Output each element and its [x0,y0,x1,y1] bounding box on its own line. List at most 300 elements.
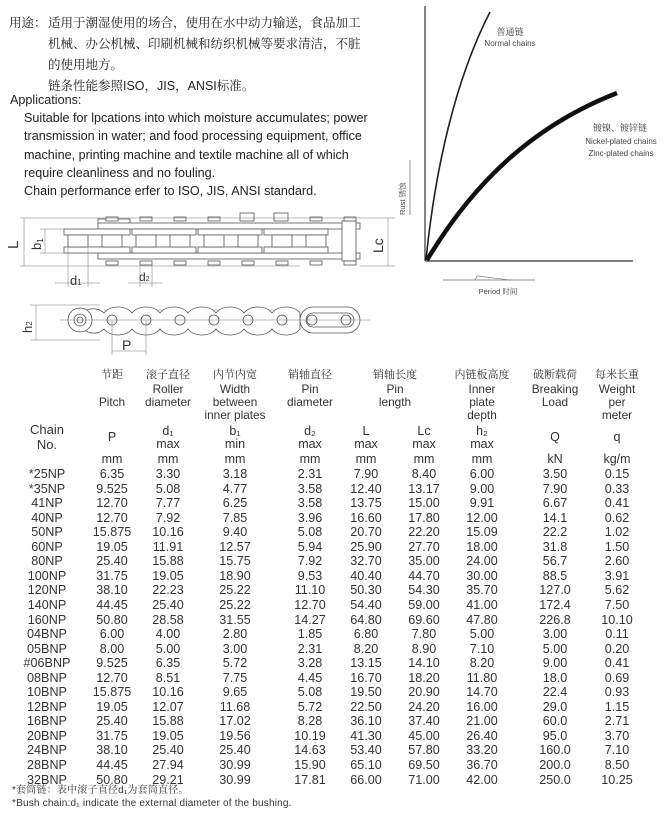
chain-no-cell: 41NP [31,496,63,511]
value-cell: 19.05 [152,568,184,583]
value-cell: 53.40 [350,743,382,758]
value-cell: 69.60 [408,612,440,627]
chain-no-cell: 08BNP [27,670,67,685]
value-cell: 13.75 [350,496,382,511]
value-cell: 21.00 [466,714,498,729]
value-cell: 8.90 [411,641,437,656]
value-cell: 50.80 [96,772,128,787]
value-cell: 25.40 [152,743,184,758]
value-cell: 9.40 [222,525,248,540]
header-unit: mm [355,452,377,466]
value-cell: 11.10 [294,583,326,598]
value-cell: 2.80 [222,627,248,642]
value-cell: 8.28 [297,714,323,729]
header-limit: max [470,437,494,451]
header-en: length [378,395,412,409]
value-cell: 28.58 [152,612,184,627]
value-cell: 5.00 [542,641,568,656]
value-cell: 88.5 [542,568,568,583]
value-cell: 0.69 [604,670,630,685]
value-cell: 25.40 [96,554,128,569]
value-cell: 5.00 [155,641,181,656]
header-zh: 破断载荷 [533,369,577,381]
header-en: Pin [386,382,404,396]
value-cell: 25.40 [152,597,184,612]
table-row [0,642,670,657]
value-cell: 7.90 [542,481,568,496]
header-zh: 节距 [101,369,123,381]
value-cell: 8.51 [155,670,181,685]
table-row [0,685,670,700]
value-cell: 35.70 [466,583,498,598]
value-cell: 44.45 [96,597,128,612]
header-unit: mm [299,452,321,466]
dim-d1-label [70,273,82,288]
chain-no-cell: 32BNP [27,772,67,787]
value-cell: 29.0 [542,699,568,714]
normal-chain-label-zh: 普通链 [496,27,524,37]
value-cell: 2.31 [297,467,323,481]
value-cell: 35.00 [408,554,440,569]
value-cell: 4.00 [155,627,181,642]
value-cell: 9.525 [96,656,128,671]
value-cell: 2.60 [604,554,630,569]
value-cell: 71.00 [408,772,440,787]
value-cell: 27.70 [408,539,440,554]
chain-no-cell: 50NP [31,525,63,540]
value-cell: 0.41 [604,496,630,511]
usage-zh-body [48,13,378,97]
value-cell: 3.00 [542,627,568,642]
value-cell: 18.90 [219,568,251,583]
dim-h2-label [20,321,35,333]
value-cell: 19.56 [219,728,251,743]
value-cell: 0.41 [604,656,630,671]
header-symbol: Q [550,430,560,444]
dim-d1-sub: 1 [77,278,82,287]
value-cell: 12.70 [294,597,326,612]
header-en: Pin [301,382,319,396]
value-cell: 20.90 [408,685,440,700]
value-cell: 6.00 [469,467,495,481]
header-unit: mm [413,452,435,466]
table-row [0,656,670,671]
dim-L-label: L [5,240,22,249]
value-cell: 12.40 [350,481,382,496]
value-cell: 59.00 [408,597,440,612]
table-row [0,554,670,569]
header-en: Load [541,395,569,409]
value-cell: 6.67 [542,496,568,511]
value-cell: 38.10 [96,583,128,598]
value-cell: 31.55 [219,612,251,627]
value-cell: 54.40 [350,597,382,612]
value-cell: 29.21 [152,772,184,787]
value-cell: 50.30 [350,583,382,598]
header-symbol: d₁ [162,424,174,438]
value-cell: 8.40 [411,467,437,481]
plated-chain-curve [427,93,617,260]
value-cell: 18.0 [542,670,568,685]
value-cell: 0.20 [604,641,630,656]
header-limit: max [298,437,322,451]
value-cell: 14.70 [466,685,498,700]
value-cell: 22.50 [350,699,382,714]
chain-dimension-diagram [0,205,415,360]
value-cell: 25.22 [219,597,251,612]
table-row [0,467,670,482]
value-cell: 5.72 [297,699,323,714]
value-cell: 4.45 [297,670,323,685]
chain-no-cell: 12BNP [27,699,67,714]
value-cell: 14.10 [408,656,440,671]
value-cell: 66.00 [350,772,382,787]
y-axis-label: Rust 锈蚀 [398,182,407,215]
top-view-links [64,221,360,261]
value-cell: 5.08 [297,685,323,700]
applications-line: transmission in water; and food processing equipment, office [24,129,362,144]
value-cell: 15.875 [92,525,132,540]
value-cell: 13.17 [408,481,440,496]
value-cell: 9.525 [96,481,128,496]
usage-zh-line: 的使用地方。 [48,58,124,72]
header-symbol: Lc [417,424,431,438]
table-row [0,671,670,686]
dim-d2-sub: 2 [145,276,150,283]
value-cell: 7.92 [155,510,181,525]
value-cell: 5.08 [155,481,181,496]
header-symbol: L [362,424,370,438]
header-en: Pitch [98,395,126,409]
applications-line: require cleanliness and no fouling. [24,165,216,180]
value-cell: 250.0 [539,772,571,787]
table-row [0,569,670,584]
value-cell: 22.23 [152,583,184,598]
dim-P-label: P [122,337,132,353]
value-cell: 56.7 [542,554,568,569]
value-cell: 172.4 [539,597,571,612]
table-row [0,627,670,642]
value-cell: 3.70 [604,728,630,743]
chain-no-cell: 60NP [31,539,63,554]
value-cell: 9.00 [469,481,495,496]
value-cell: 6.25 [222,496,248,511]
table-row [0,714,670,729]
dim-b1-label [29,238,45,250]
value-cell: 36.10 [350,714,382,729]
chain-no-cell: 160NP [27,612,67,627]
value-cell: 32.70 [350,554,382,569]
value-cell: 9.65 [222,685,248,700]
footnote-en: *Bush chain:d₁ indicate the external diameter of the bushing. [12,798,292,809]
value-cell: 3.50 [542,467,568,481]
value-cell: 22.2 [542,525,568,540]
value-cell: 10.16 [152,685,184,700]
value-cell: 5.08 [297,525,323,540]
dim-h2-symbol: h [20,325,35,333]
value-cell: 7.77 [155,496,181,511]
value-cell: 44.70 [408,568,440,583]
value-cell: 10.16 [152,525,184,540]
chain-no-cell: 80NP [31,554,63,569]
chain-no-cell: 120NP [27,583,67,598]
value-cell: 3.58 [297,496,323,511]
chain-no-cell: 140NP [27,597,67,612]
value-cell: 1.50 [604,539,630,554]
value-cell: 11.91 [152,539,184,554]
applications-line: Chain performance erfer to ISO, JIS, ANSI standard. [24,184,317,199]
value-cell: 41.30 [350,728,382,743]
value-cell: 19.50 [350,685,382,700]
header-limit: max [412,437,436,451]
value-cell: 30.99 [219,758,251,772]
value-cell: 18.20 [408,670,440,685]
value-cell: 8.50 [604,758,630,772]
chain-no-cell: #06BNP [23,656,71,671]
value-cell: 47.80 [466,612,498,627]
value-cell: 12.70 [96,496,128,511]
value-cell: 25.40 [219,743,251,758]
value-cell: 25.90 [350,539,382,554]
value-cell: 7.80 [411,627,437,642]
usage-zh-line: 链条性能参照ISO，JIS，ANSI标准。 [48,79,255,93]
value-cell: 8.20 [469,656,495,671]
value-cell: 5.00 [469,627,495,642]
header-symbol: b₁ [229,424,241,438]
header-chain-no [20,422,74,452]
value-cell: 15.875 [92,685,132,700]
usage-zh-line: 机械、办公机械、印刷机械和纺织机械等要求清洁，不脏 [48,37,361,51]
value-cell: 0.15 [604,467,630,481]
header-symbol: q [613,430,621,444]
value-cell: 30.00 [466,568,498,583]
header-symbol: P [107,430,117,444]
dim-d2-label [139,270,150,284]
value-cell: 1.15 [604,699,630,714]
rust-period-graph [395,0,670,300]
chain-no-cell: 28BNP [27,758,67,772]
value-cell: 20.70 [350,525,382,540]
value-cell: 22.20 [408,525,440,540]
value-cell: 3.91 [604,568,630,583]
x-axis-label: Period 时间 [478,287,518,296]
value-cell: 15.09 [466,525,498,540]
value-cell: 12.70 [96,510,128,525]
value-cell: 5.72 [222,656,248,671]
value-cell: 41.00 [466,597,498,612]
header-en: inner plates [204,408,266,422]
value-cell: 2.71 [604,714,630,729]
dim-Lc-label: Lc [370,238,386,253]
value-cell: 7.10 [604,743,630,758]
value-cell: 60.0 [542,714,568,729]
value-cell: 10.19 [294,728,326,743]
usage-zh-label: 用途： [9,16,47,30]
header-en: Breaking [531,382,579,396]
value-cell: 15.75 [219,554,251,569]
value-cell: 13.15 [350,656,382,671]
value-cell: 0.33 [604,481,630,496]
value-cell: 17.80 [408,510,440,525]
chain-no-cell: *25NP [28,467,66,481]
value-cell: 4.77 [222,481,248,496]
header-en: plate [469,395,495,409]
chain-no-cell: 05BNP [27,641,67,656]
header-chain-no-line2: No. [36,437,58,452]
value-cell: 19.05 [152,728,184,743]
value-cell: 24.20 [408,699,440,714]
value-cell: 3.30 [155,467,181,481]
plated-chain-label-en2: Zinc-plated chains [588,149,654,158]
value-cell: 25.40 [96,714,128,729]
chain-no-cell: 16BNP [27,714,67,729]
header-limit: max [354,437,378,451]
value-cell: 14.63 [294,743,326,758]
value-cell: 19.05 [96,539,128,554]
dim-b1-symbol: b [29,242,44,250]
value-cell: 33.20 [466,743,498,758]
value-cell: 7.85 [222,510,248,525]
table-row [0,700,670,715]
normal-chain-label-en: Normal chains [484,39,536,48]
value-cell: 44.45 [96,758,128,772]
value-cell: 3.00 [222,641,248,656]
value-cell: 7.92 [297,554,323,569]
header-en: Roller [152,382,184,396]
table-row [0,496,670,511]
header-unit: kN [547,452,563,466]
header-zh: 每米长重 [595,369,639,381]
chain-no-cell: 24BNP [27,743,67,758]
value-cell: 127.0 [539,583,571,598]
chain-no-cell: 20BNP [27,728,67,743]
value-cell: 7.90 [353,467,379,481]
value-cell: 95.0 [542,728,568,743]
header-limit: min [224,437,246,451]
value-cell: 12.00 [466,510,498,525]
value-cell: 0.11 [605,627,629,642]
header-symbol: d₂ [304,424,316,438]
header-en: Width [219,382,251,396]
applications-line: Suitable for lpcations into which moisture accumulates; power [24,111,368,125]
value-cell: 6.35 [155,656,181,671]
value-cell: 31.75 [96,728,128,743]
value-cell: 7.50 [604,597,630,612]
value-cell: 31.8 [542,539,568,554]
value-cell: 160.0 [539,743,571,758]
value-cell: 17.81 [294,772,326,787]
value-cell: 27.94 [152,758,184,772]
value-cell: 14.27 [294,612,326,627]
header-symbol: h₂ [476,424,488,438]
header-zh: 内链板高度 [454,369,510,381]
value-cell: 7.75 [222,670,248,685]
value-cell: 226.8 [539,612,571,627]
value-cell: 24.00 [466,554,498,569]
table-row [0,511,670,526]
value-cell: 10.25 [601,772,633,787]
value-cell: 12.70 [96,670,128,685]
applications-line: machine, printing machine and textile machine all of which [24,147,349,162]
dim-d1-symbol: d [70,273,78,288]
value-cell: 7.10 [469,641,495,656]
value-cell: 15.88 [152,554,184,569]
plated-chain-label-zh: 镀镍、镀锌链 [592,123,648,133]
value-cell: 16.00 [466,699,498,714]
header-zh: 滚子直径 [146,369,190,381]
header-en: Weight [598,382,636,396]
value-cell: 10.10 [601,612,633,627]
value-cell: 25.22 [219,583,251,598]
chain-no-cell: 100NP [27,568,67,583]
value-cell: 5.62 [604,583,630,598]
value-cell: 31.75 [96,568,128,583]
value-cell: 30.99 [219,772,251,787]
value-cell: 3.96 [297,510,323,525]
header-en: depth [467,408,497,422]
value-cell: 54.30 [408,583,440,598]
header-en: Inner [468,382,496,396]
value-cell: 22.4 [542,685,568,700]
chain-no-cell: 04BNP [27,627,67,642]
value-cell: 15.90 [294,758,326,772]
value-cell: 15.88 [152,714,184,729]
value-cell: 0.62 [604,510,630,525]
header-unit: mm [101,452,123,466]
value-cell: 14.1 [542,510,568,525]
table-row [0,758,670,773]
table-row [0,613,670,628]
chain-no-cell: 40NP [31,510,63,525]
value-cell: 6.00 [99,627,125,642]
header-en: meter [601,408,633,422]
chain-no-cell: 10BNP [27,685,67,700]
value-cell: 69.50 [408,758,440,772]
value-cell: 200.0 [539,758,571,772]
value-cell: 45.00 [408,728,440,743]
value-cell: 8.20 [353,641,379,656]
value-cell: 6.35 [99,467,125,481]
header-en: per [608,395,626,409]
header-zh: 销轴长度 [373,369,417,381]
header-unit: mm [157,452,179,466]
header-zh: 内节内宽 [213,369,257,381]
value-cell: 12.57 [219,539,251,554]
header-en: diameter [287,395,333,409]
value-cell: 16.70 [350,670,382,685]
value-cell: 9.00 [542,656,568,671]
value-cell: 3.28 [297,656,323,671]
value-cell: 8.00 [99,641,125,656]
table-row [0,598,670,613]
dim-d2-symbol: d [139,270,146,284]
value-cell: 0.93 [604,685,630,700]
dim-h2-sub: 2 [25,321,34,326]
x-axis-arrowhead [475,276,510,280]
value-cell: 2.31 [297,641,323,656]
value-cell: 6.80 [353,627,379,642]
value-cell: 9.91 [469,496,495,511]
value-cell: 3.58 [297,481,323,496]
header-unit: mm [224,452,246,466]
value-cell: 15.00 [408,496,440,511]
table-row [0,583,670,598]
header-unit: kg/m [603,452,631,466]
value-cell: 12.07 [152,699,184,714]
value-cell: 64.80 [350,612,382,627]
value-cell: 18.00 [466,539,498,554]
table-row [0,525,670,540]
